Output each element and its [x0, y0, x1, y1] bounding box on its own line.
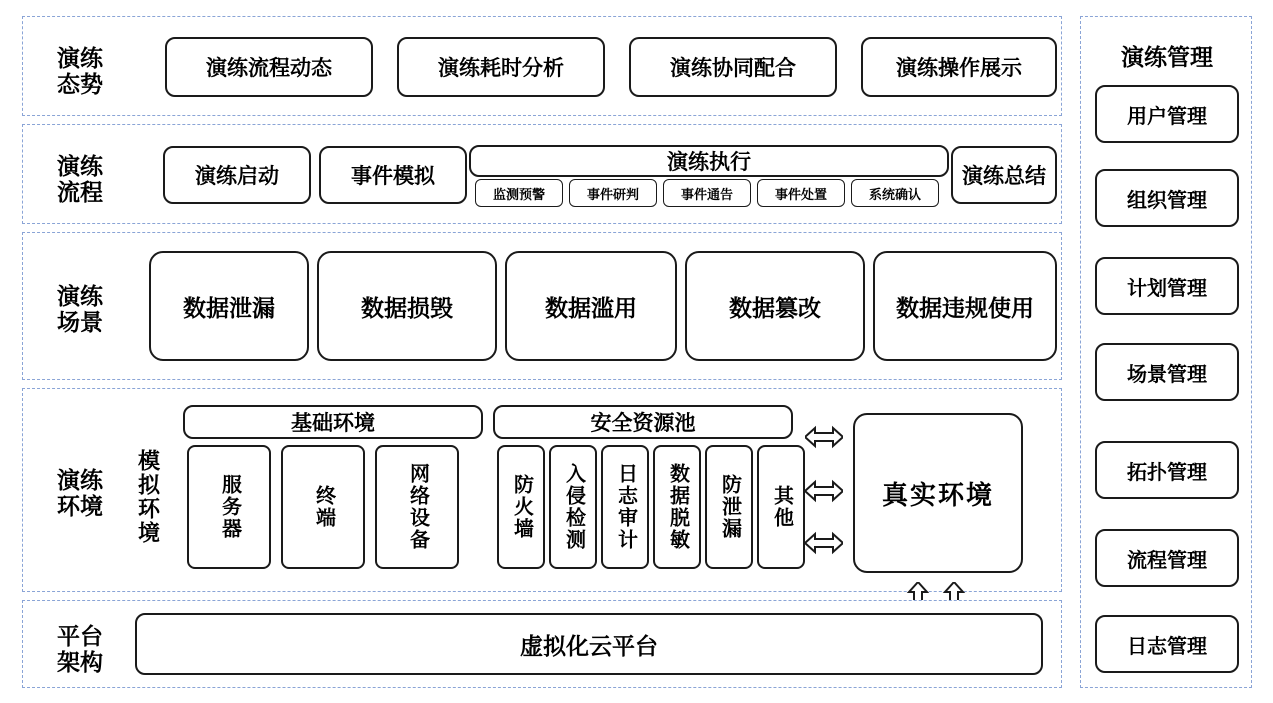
section-scenario-label [37, 283, 123, 336]
label-line-1: 平台 [57, 623, 103, 649]
flow-step-event-handling[interactable]: 事件处置 [757, 179, 845, 207]
section-scenario [22, 232, 1062, 380]
management-item-organization[interactable]: 组织管理 [1095, 169, 1239, 227]
label-line-1: 演练 [57, 153, 103, 179]
flow-step-monitor-warning[interactable]: 监测预警 [475, 179, 563, 207]
security-pool-title[interactable]: 安全资源池 [493, 405, 793, 439]
scenario-item-data-damage[interactable]: 数据损毁 [317, 251, 497, 361]
label-line-1: 演练 [57, 45, 103, 71]
section-platform-label [37, 623, 123, 676]
label-line-2: 流程 [57, 179, 103, 206]
management-item-process[interactable]: 流程管理 [1095, 529, 1239, 587]
pool-item-firewall-text: 防火墙 [510, 474, 533, 540]
base-item-network-device-text: 网络设备 [406, 463, 429, 551]
management-panel [1080, 16, 1252, 688]
pool-item-leak-prevention[interactable] [705, 445, 753, 569]
architecture-column [22, 16, 1062, 688]
flow-item-summary[interactable]: 演练总结 [951, 146, 1057, 204]
flow-step-system-confirm[interactable]: 系统确认 [851, 179, 939, 207]
pool-item-other[interactable] [757, 445, 805, 569]
section-situation-label [37, 45, 123, 98]
simulation-environment-text: 模拟环境 [135, 449, 161, 545]
pool-item-other-text: 其他 [770, 485, 793, 529]
flow-execution-group [469, 145, 947, 207]
pool-item-log-audit[interactable] [601, 445, 649, 569]
flow-execution-title[interactable]: 演练执行 [469, 145, 949, 177]
management-item-topology[interactable]: 拓扑管理 [1095, 441, 1239, 499]
flow-step-event-judgement[interactable]: 事件研判 [569, 179, 657, 207]
situation-item-flow-dynamics[interactable]: 演练流程动态 [165, 37, 373, 97]
base-item-network-device[interactable] [375, 445, 459, 569]
real-environment-text [882, 475, 994, 512]
label-line-2: 架构 [57, 649, 103, 676]
management-item-scenario[interactable]: 场景管理 [1095, 343, 1239, 401]
double-arrow-icon-top [805, 425, 843, 449]
scenario-item-data-abuse[interactable]: 数据滥用 [505, 251, 677, 361]
base-item-terminal[interactable] [281, 445, 365, 569]
pool-item-log-audit-text: 日志审计 [614, 463, 637, 551]
scenario-item-data-tamper[interactable]: 数据篡改 [685, 251, 865, 361]
pool-item-data-masking-text: 数据脱敏 [666, 463, 689, 551]
pool-item-leak-prevention-text: 防泄漏 [718, 474, 741, 540]
section-environment-label [37, 467, 123, 520]
pool-item-intrusion-detection-text: 入侵检测 [562, 463, 585, 551]
flow-item-event-simulation[interactable]: 事件模拟 [319, 146, 467, 204]
real-environment-label: 真实环境 [881, 479, 994, 510]
base-item-server[interactable] [187, 445, 271, 569]
management-item-log[interactable]: 日志管理 [1095, 615, 1239, 673]
section-platform [22, 600, 1062, 688]
scenario-item-illegal-use[interactable]: 数据违规使用 [873, 251, 1057, 361]
real-environment-box[interactable] [853, 413, 1023, 573]
double-arrow-icon-bottom [805, 531, 843, 555]
pool-item-intrusion-detection[interactable] [549, 445, 597, 569]
situation-item-operation-display[interactable]: 演练操作展示 [861, 37, 1057, 97]
management-item-plan[interactable]: 计划管理 [1095, 257, 1239, 315]
label-line-1: 演练 [57, 467, 103, 493]
simulation-environment-label [131, 427, 165, 567]
pool-item-data-masking[interactable] [653, 445, 701, 569]
label-line-2: 环境 [57, 493, 103, 520]
section-flow-label [37, 153, 123, 206]
base-environment-title[interactable]: 基础环境 [183, 405, 483, 439]
base-item-terminal-text: 终端 [312, 485, 335, 529]
management-panel-title: 演练管理 [1121, 44, 1213, 70]
section-environment [22, 388, 1062, 592]
flow-item-start[interactable]: 演练启动 [163, 146, 311, 204]
label-line-2: 态势 [57, 71, 103, 98]
scenario-item-data-leak[interactable]: 数据泄漏 [149, 251, 309, 361]
section-flow [22, 124, 1062, 224]
base-item-server-text: 服务器 [218, 474, 241, 540]
situation-item-collaboration[interactable]: 演练协同配合 [629, 37, 837, 97]
label-line-2: 场景 [57, 309, 103, 336]
management-item-user[interactable]: 用户管理 [1095, 85, 1239, 143]
label-line-1: 演练 [57, 283, 103, 309]
section-situation [22, 16, 1062, 116]
situation-item-time-analysis[interactable]: 演练耗时分析 [397, 37, 605, 97]
double-arrow-icon-middle [805, 479, 843, 503]
flow-step-event-notice[interactable]: 事件通告 [663, 179, 751, 207]
platform-cloud-box[interactable]: 虚拟化云平台 [135, 613, 1043, 675]
pool-item-firewall[interactable] [497, 445, 545, 569]
